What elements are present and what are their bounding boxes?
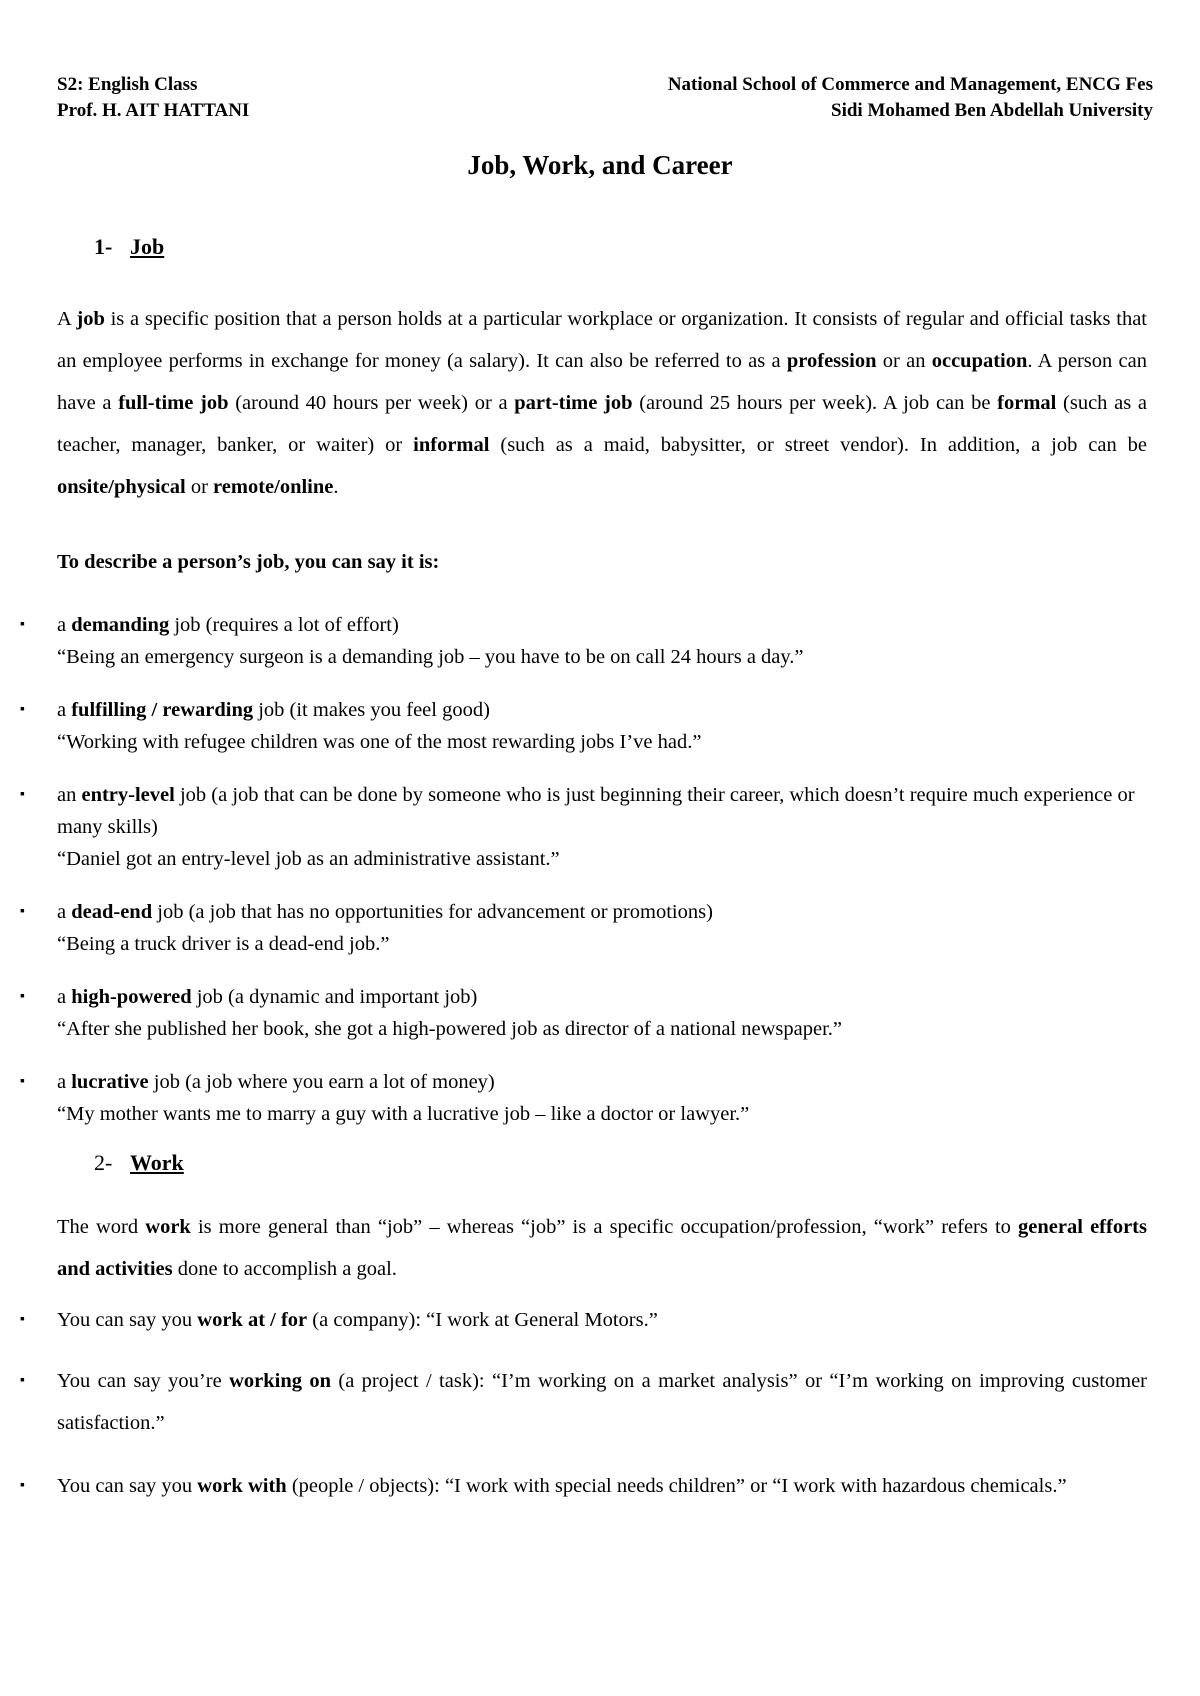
bold-term: profession — [786, 350, 877, 372]
section-heading-work — [94, 1150, 184, 1176]
document-title: Job, Work, and Career — [467, 150, 733, 180]
list-item-prefix: You can say you — [57, 1309, 198, 1331]
school-label: National School of Commerce and Management, ENCG Fes — [667, 74, 1153, 95]
list-item — [20, 609, 1147, 673]
bullet-icon: ▪ — [20, 1373, 25, 1388]
list-item-term-line — [57, 694, 1147, 726]
bold-term: remote/online — [213, 476, 334, 498]
list-item-prefix: You can say you — [57, 1475, 198, 1497]
list-item-term: demanding — [71, 614, 170, 636]
course-label: S2: English Class — [57, 74, 198, 95]
list-item-content — [57, 1360, 1147, 1444]
bullet-icon: ▪ — [20, 989, 25, 1004]
section-label: Job — [130, 234, 165, 259]
list-item — [20, 779, 1147, 875]
list-item-description: (people / objects): “I work with special needs children” or “I work with hazardous chemicals.” — [286, 1475, 1067, 1497]
job-definition-paragraph — [57, 298, 1147, 508]
header-right — [668, 72, 1153, 124]
section-heading-job — [94, 234, 164, 260]
list-item-term-line — [57, 1360, 1147, 1444]
list-item-content — [57, 896, 1147, 960]
work-definition-paragraph — [57, 1206, 1147, 1290]
bold-term: general efforts and activities — [57, 1216, 1147, 1280]
header-left — [57, 72, 249, 124]
list-item-content — [57, 779, 1147, 875]
bullet-icon: ▪ — [20, 702, 25, 717]
university-label: Sidi Mohamed Ben Abdellah University — [831, 100, 1153, 121]
list-item-prefix: You can say you’re — [57, 1370, 230, 1392]
text-run: is a specific position that a person holds at a particular workplace or organization. It consists of regular and official tasks that an employee performs in exchange for money (a salary). It can also be referred to as a — [57, 308, 1147, 372]
text-run: . A person can have a — [57, 350, 1147, 414]
bullet-icon: ▪ — [20, 904, 25, 919]
describe-job-heading: To describe a person’s job, you can say it is: — [57, 551, 440, 573]
bullet-icon: ▪ — [20, 1074, 25, 1089]
list-item-term: high-powered — [71, 986, 192, 1008]
bold-term: formal — [997, 392, 1057, 414]
list-item-term: lucrative — [71, 1071, 149, 1093]
text-run: or an — [876, 350, 932, 372]
list-item-content — [57, 1066, 1147, 1130]
list-item-example: “Being a truck driver is a dead-end job.” — [57, 933, 390, 955]
list-item — [20, 1066, 1147, 1130]
list-item-description: job (it makes you feel good) — [253, 699, 490, 721]
bold-term: part-time job — [514, 392, 633, 414]
list-item-term: fulfilling / rewarding — [71, 699, 254, 721]
list-item-description: (a project / task): “I’m working on a market analysis” or “I’m working on improving customer satisfaction.” — [57, 1370, 1148, 1434]
list-item-prefix: an — [57, 784, 82, 806]
list-item-example: “After she published her book, she got a high-powered job as director of a national newspaper.” — [57, 1018, 843, 1040]
list-item-example: “Working with refugee children was one of the most rewarding jobs I’ve had.” — [57, 731, 702, 753]
list-item-prefix: a — [57, 986, 72, 1008]
text-run: (such as a teacher, manager, banker, or waiter) or — [57, 392, 1147, 456]
list-item-description: (a company): “I work at General Motors.” — [307, 1309, 658, 1331]
list-item — [20, 1465, 1147, 1507]
list-item-term-line — [57, 609, 1147, 641]
list-item-example: “Daniel got an entry-level job as an administrative assistant.” — [57, 848, 560, 870]
list-item-example: “Being an emergency surgeon is a demanding job – you have to be on call 24 hours a day.” — [57, 646, 804, 668]
list-item-content — [57, 609, 1147, 673]
professor-label: Prof. H. AIT HATTANI — [57, 100, 250, 121]
list-item-prefix: a — [57, 699, 72, 721]
list-item-prefix: a — [57, 901, 72, 923]
list-item-description: job (a dynamic and important job) — [191, 986, 478, 1008]
bold-term: onsite/physical — [57, 476, 186, 498]
list-item — [20, 1299, 1147, 1341]
bullet-icon: ▪ — [20, 1478, 25, 1493]
list-item-prefix: a — [57, 614, 72, 636]
text-run: (around 40 hours per week) or a — [228, 392, 515, 414]
list-item-term-line — [57, 779, 1147, 843]
list-item-term: work at / for — [197, 1309, 308, 1331]
list-item-description: job (a job where you earn a lot of money) — [148, 1071, 495, 1093]
text-run: done to accomplish a goal. — [172, 1258, 397, 1280]
list-item-description: job (a job that has no opportunities for advancement or promotions) — [152, 901, 713, 923]
bullet-icon: ▪ — [20, 617, 25, 632]
bullet-icon: ▪ — [20, 787, 25, 802]
bold-term: informal — [413, 434, 490, 456]
text-run: . — [333, 476, 339, 498]
list-item-term: working on — [229, 1370, 331, 1392]
text-run: (such as a maid, babysitter, or street vendor). In addition, a job can be — [489, 434, 1147, 456]
list-item-description: job (requires a lot of effort) — [169, 614, 399, 636]
list-item-term: entry-level — [81, 784, 175, 806]
bold-term: work — [145, 1216, 191, 1238]
list-item-content — [57, 1299, 1147, 1341]
text-run: or — [185, 476, 214, 498]
list-item-prefix: a — [57, 1071, 72, 1093]
list-item — [20, 694, 1147, 758]
section-number: 2- — [94, 1150, 113, 1175]
list-item-term-line — [57, 981, 1147, 1013]
list-item-term: dead-end — [71, 901, 153, 923]
text-run: is more general than “job” – whereas “job” is a specific occupation/profession, “work” refers to — [190, 1216, 1019, 1238]
list-item-term-line — [57, 1465, 1147, 1507]
text-run: (around 25 hours per week). A job can be — [632, 392, 998, 414]
bold-term: full-time job — [118, 392, 229, 414]
list-item-term-line — [57, 896, 1147, 928]
list-item-example: “My mother wants me to marry a guy with a lucrative job – like a doctor or lawyer.” — [57, 1103, 750, 1125]
list-item-description: job (a job that can be done by someone who is just beginning their career, which doesn’t require much experience or many skills) — [57, 784, 1135, 838]
list-item-term: work with — [197, 1475, 287, 1497]
bold-term: job — [76, 308, 105, 330]
list-item — [20, 981, 1147, 1045]
list-item — [20, 896, 1147, 960]
text-run: A — [57, 308, 77, 330]
bullet-icon: ▪ — [20, 1312, 25, 1327]
list-item-content — [57, 694, 1147, 758]
section-label: Work — [130, 1150, 184, 1175]
list-item — [20, 1360, 1147, 1444]
list-item-content — [57, 981, 1147, 1045]
list-item-term-line — [57, 1299, 1147, 1341]
bold-term: occupation — [931, 350, 1028, 372]
text-run: The word — [57, 1216, 146, 1238]
section-number: 1- — [94, 234, 113, 259]
list-item-term-line — [57, 1066, 1147, 1098]
list-item-content — [57, 1465, 1147, 1507]
